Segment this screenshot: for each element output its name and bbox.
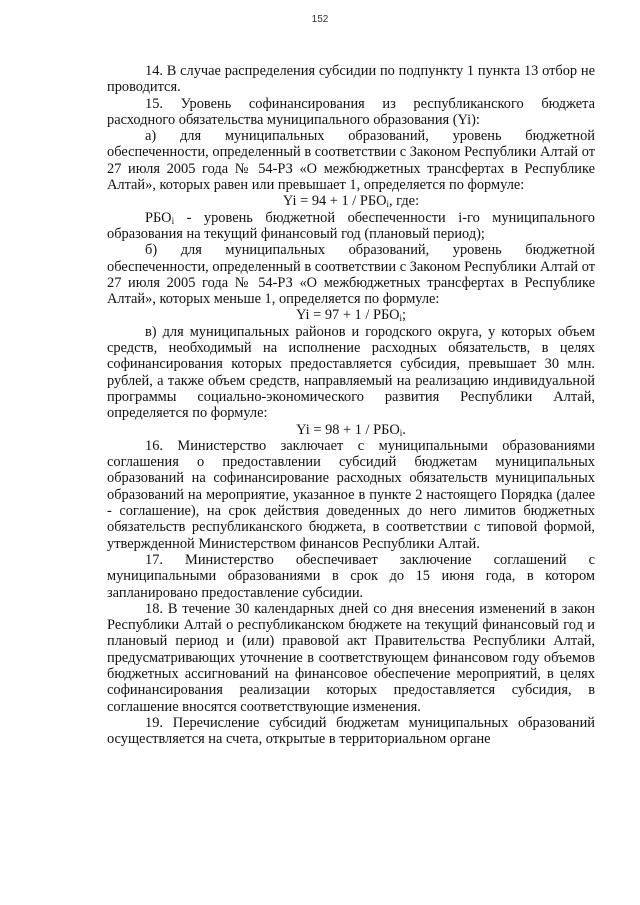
formula-v: [107, 422, 595, 438]
paragraph-15-a: а) для муниципальных образований, уровень бюджетной обеспеченности, определенный в соответствии с Законом Республики Алтай от 27 июля 2005 года № 54-РЗ «О межбюджетных трансфертах в Республике Алтай», которых равен или превышает 1, определяется по формуле:: [107, 128, 595, 194]
formula-a: [107, 193, 595, 209]
formula-v-tail: .: [402, 421, 406, 438]
document-body: [107, 63, 595, 747]
rbo-definition-subscript: i: [171, 215, 175, 226]
formula-v-main: Yi = 98 + 1 / РБО: [296, 421, 400, 438]
rbo-definition-tail: - уровень бюджетной обеспеченности i-го муниципального образования на текущий финансовый год (плановый период);: [107, 209, 595, 242]
rbo-definition: [107, 210, 595, 243]
paragraph-15: 15. Уровень софинансирования из республиканского бюджета расходного обязательства муниципального образования (Yi):: [107, 95, 595, 128]
paragraph-16: 16. Министерство заключает с муниципальными образованиями соглашения о предоставлении субсидий бюджетам муниципальных образований на софинансирование расходных обязательств муниципальных образований на мероприятие, указанное в пункте 2 настоящего Порядка (далее - соглашение), на срок действия доведенных до него лимитов бюджетных обязательств республиканского бюджета, в соответствии с типовой формой, утвержденной Министерством финансов Республики Алтай.: [107, 437, 595, 552]
formula-a-subscript: i: [386, 199, 389, 210]
formula-b: [107, 307, 595, 323]
formula-a-tail: , где:: [388, 193, 420, 210]
page-number: 152: [311, 14, 329, 25]
paragraph-15-b: б) для муниципальных образований, уровень бюджетной обеспеченности, определенный в соответствии с Законом Республики Алтай от 27 июля 2005 года № 54-РЗ «О межбюджетных трансфертах в Республике Алтай», которых меньше 1, определяется по формуле:: [107, 242, 595, 308]
paragraph-18: 18. В течение 30 календарных дней со дня внесения изменений в закон Республики Алтай о республиканском бюджете на текущий финансовый год и плановый период и (или) правовой акт Правительства Республики Алтай, предусматривающих уточнение в соответствующем финансовом году объемов бюджетных ассигнований на финансовое обеспечение мероприятий, в целях софинансирования реализации которых предоставляется субсидия, в соглашение вносятся соответствующие изменения.: [107, 600, 595, 715]
rbo-definition-main: РБО: [145, 209, 172, 226]
formula-b-main: Yi = 97 + 1 / РБО: [295, 307, 400, 324]
formula-v-subscript: i: [399, 427, 403, 438]
formula-a-main: Yi = 94 + 1 / РБО: [282, 193, 387, 210]
formula-b-subscript: i: [399, 313, 403, 324]
paragraph-15-v: в) для муниципальных районов и городского округа, у которых объем средств, необходимый на исполнение расходных обязательств, в целях софинансирования которых предоставляется субсидия, превышает 30 млн. рублей, а также объем средств, направляемый на реализацию индивидуальной программы социально-экономического развития Республики Алтай, определяется по формуле:: [107, 323, 595, 422]
paragraph-17: 17. Министерство обеспечивает заключение соглашений с муниципальными образованиями в срок до 15 июня года, в котором запланировано предоставление субсидии.: [107, 551, 595, 601]
paragraph-19: 19. Перечисление субсидий бюджетам муниципальных образований осуществляется на счета, открытые в территориальном органе: [107, 714, 595, 748]
formula-b-tail: ;: [402, 307, 407, 324]
paragraph-14: 14. В случае распределения субсидии по подпункту 1 пункта 13 отбор не проводится.: [107, 63, 595, 96]
